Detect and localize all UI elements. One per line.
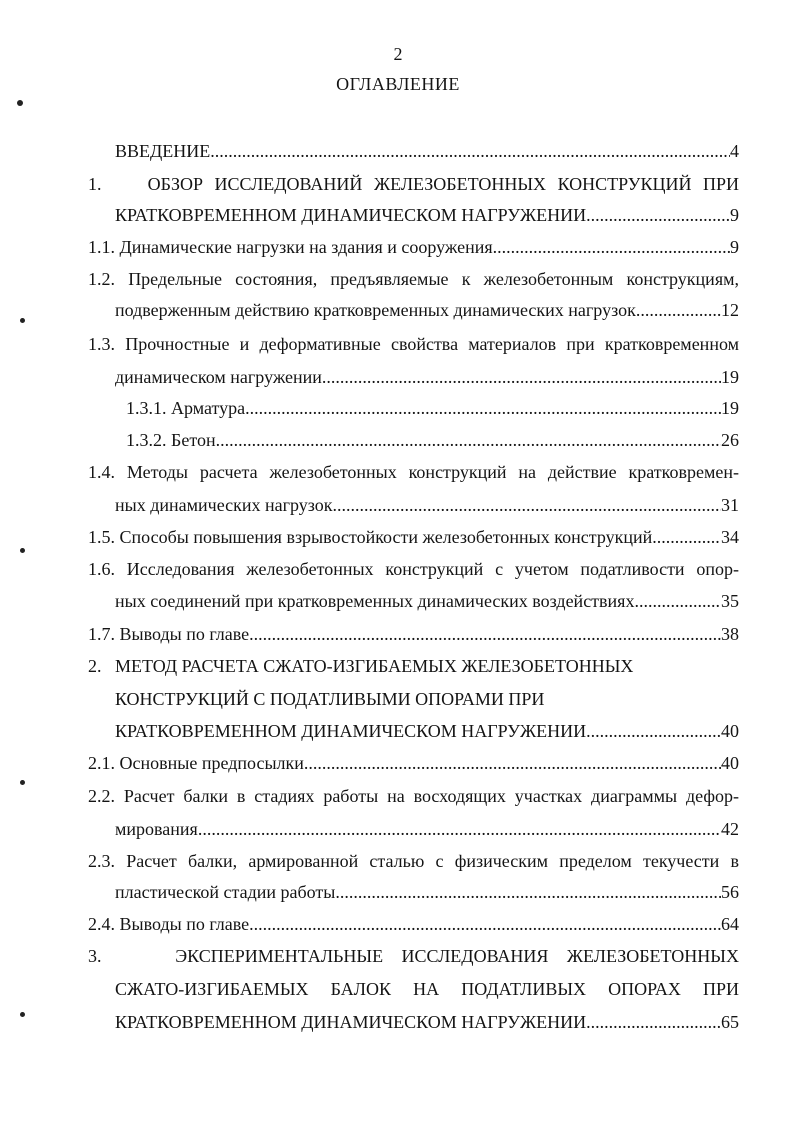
toc-page-number: 35 bbox=[721, 591, 739, 611]
toc-page-number: 12 bbox=[721, 300, 739, 320]
toc-page-number: 65 bbox=[721, 1012, 739, 1032]
toc-item-2-2[interactable] bbox=[115, 818, 739, 840]
toc-item-2-2-line-1[interactable]: 2.2. Расчет балки в стадиях работы на восходящих участках диаграммы дефор- bbox=[88, 786, 739, 806]
toc-item-1-6-line-1[interactable]: 1.6. Исследования железобетонных конструкций с учетом податливости опор- bbox=[88, 559, 739, 579]
toc-item-label: 1.5. Способы повышения взрывостойкости железобетонных конструкций bbox=[88, 527, 653, 547]
page-number: 2 bbox=[393, 44, 403, 64]
toc-page-number: 26 bbox=[721, 430, 739, 450]
toc-chapter-3-line-1[interactable]: 3. ЭКСПЕРИМЕНТАЛЬНЫЕ ИССЛЕДОВАНИЯ ЖЕЛЕЗОБЕТОННЫХ bbox=[88, 946, 739, 966]
toc-page-number: 31 bbox=[721, 495, 739, 515]
toc-chapter-2-line-2[interactable]: КОНСТРУКЦИЙ С ПОДАТЛИВЫМИ ОПОРАМИ ПРИ bbox=[115, 689, 545, 709]
toc-item-intro[interactable] bbox=[115, 140, 739, 162]
toc-page-number: 9 bbox=[730, 237, 739, 257]
toc-chapter-3-line-2[interactable]: СЖАТО-ИЗГИБАЕМЫХ БАЛОК НА ПОДАТЛИВЫХ ОПОРАХ ПРИ bbox=[115, 979, 739, 999]
toc-item-1-6[interactable] bbox=[115, 590, 739, 612]
toc-chapter-1[interactable] bbox=[115, 204, 739, 226]
toc-item-2-1[interactable] bbox=[88, 752, 739, 774]
toc-item-1-1[interactable] bbox=[88, 236, 739, 258]
toc-chapter-2-line-1[interactable]: 2. МЕТОД РАСЧЕТА СЖАТО-ИЗГИБАЕМЫХ ЖЕЛЕЗОБЕТОННЫХ bbox=[88, 656, 634, 676]
toc-chapter-2[interactable] bbox=[115, 720, 739, 742]
toc-chapter-3[interactable] bbox=[115, 1011, 739, 1033]
toc-page-number: 38 bbox=[721, 624, 739, 644]
toc-item-1-3-1[interactable] bbox=[126, 397, 739, 419]
toc-page-number: 40 bbox=[721, 753, 739, 773]
toc-chapter-1-line-1[interactable]: 1. ОБЗОР ИССЛЕДОВАНИЙ ЖЕЛЕЗОБЕТОННЫХ КОНСТРУКЦИЙ ПРИ bbox=[88, 174, 739, 194]
toc-page-number: 42 bbox=[721, 819, 739, 839]
toc-item-2-3[interactable] bbox=[115, 881, 739, 903]
toc-item-label: динамическом нагружении bbox=[115, 367, 322, 387]
toc-page-number: 34 bbox=[721, 527, 739, 547]
toc-item-label: 1.3.2. Бетон bbox=[126, 430, 216, 450]
toc-item-label: КРАТКОВРЕМЕННОМ ДИНАМИЧЕСКОМ НАГРУЖЕНИИ bbox=[115, 721, 587, 741]
toc-item-label: КРАТКОВРЕМЕННОМ ДИНАМИЧЕСКОМ НАГРУЖЕНИИ bbox=[115, 205, 587, 225]
toc-item-label: КРАТКОВРЕМЕННОМ ДИНАМИЧЕСКОМ НАГРУЖЕНИИ bbox=[115, 1012, 587, 1032]
toc-item-label: 2.1. Основные предпосылки bbox=[88, 753, 304, 773]
toc-item-1-2[interactable] bbox=[115, 299, 739, 321]
toc-item-2-4[interactable] bbox=[88, 913, 739, 935]
toc-item-1-3-line-1[interactable]: 1.3. Прочностные и деформативные свойства материалов при кратковременном bbox=[88, 334, 739, 354]
margin-mark bbox=[20, 780, 25, 785]
toc-item-label: 1.1. Динамические нагрузки на здания и сооружения bbox=[88, 237, 493, 257]
toc-item-label: мирования bbox=[115, 819, 198, 839]
toc-item-1-3[interactable] bbox=[115, 366, 739, 388]
toc-item-1-7[interactable] bbox=[88, 623, 739, 645]
toc-item-label: 2.4. Выводы по главе bbox=[88, 914, 250, 934]
toc-item-1-5[interactable] bbox=[88, 526, 739, 548]
toc-item-label: ВВЕДЕНИЕ bbox=[115, 141, 211, 161]
toc-page-number: 9 bbox=[730, 205, 739, 225]
toc-page-number: 19 bbox=[721, 398, 739, 418]
margin-mark bbox=[20, 318, 25, 323]
toc-page-number: 19 bbox=[721, 367, 739, 387]
margin-mark bbox=[20, 548, 25, 553]
toc-item-label: 1.7. Выводы по главе bbox=[88, 624, 250, 644]
toc-page-number: 40 bbox=[721, 721, 739, 741]
toc-item-label: подверженным действию кратковременных динамических нагрузок bbox=[115, 300, 636, 320]
toc-item-2-3-line-1[interactable]: 2.3. Расчет балки, армированной сталью с физическим пределом текучести в bbox=[88, 851, 739, 871]
toc-page-number: 64 bbox=[721, 914, 739, 934]
toc-item-1-4-line-1[interactable]: 1.4. Методы расчета железобетонных конструкций на действие кратковремен- bbox=[88, 462, 739, 482]
margin-mark bbox=[17, 100, 23, 106]
toc-item-label: 1.3.1. Арматура bbox=[126, 398, 246, 418]
toc-item-label: пластической стадии работы bbox=[115, 882, 336, 902]
toc-item-label: ных соединений при кратковременных динамических воздействиях bbox=[115, 591, 635, 611]
toc-item-1-2-line-1[interactable]: 1.2. Предельные состояния, предъявляемые к железобетонным конструкциям, bbox=[88, 269, 739, 289]
margin-mark bbox=[20, 1012, 25, 1017]
page-title: ОГЛАВЛЕНИЕ bbox=[336, 74, 460, 94]
toc-item-1-4[interactable] bbox=[115, 494, 739, 516]
toc-page-number: 56 bbox=[721, 882, 739, 902]
toc-item-1-3-2[interactable] bbox=[126, 429, 739, 451]
toc-item-label: ных динамических нагрузок bbox=[115, 495, 333, 515]
toc-page-number: 4 bbox=[730, 141, 739, 161]
